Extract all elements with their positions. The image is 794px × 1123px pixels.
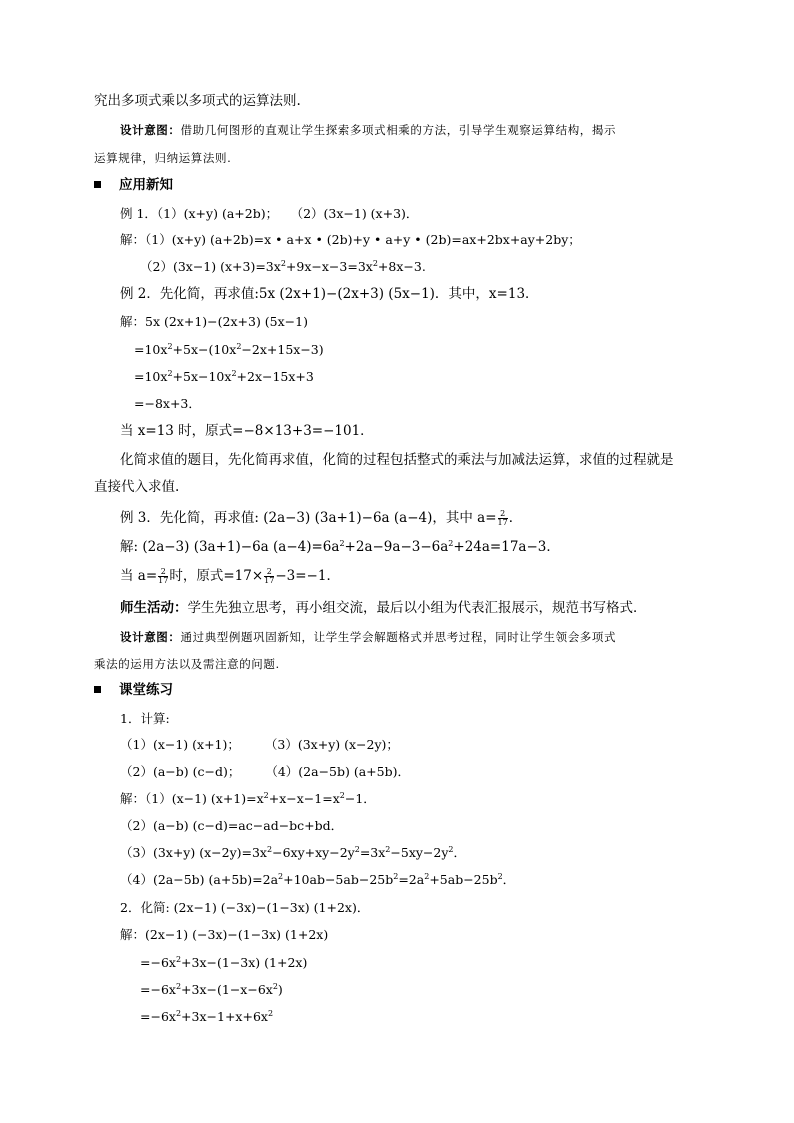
text-line: 化简求值的题目，先化简再求值，化简的过程包括整式的乘法与加减法运算，求值的过程就是 [120,452,674,468]
design-intent-line [120,122,616,138]
exercise-line: 1．计算: [120,711,170,726]
design-intent-line [120,629,616,645]
activity-line: 师生活动：学生先独立思考，再小组交流，最后以小组为代表汇报展示，规范书写格式． [120,600,647,616]
fraction: $\frac{2}{17}$ [158,567,169,585]
solution-line: （2）(a−b) (c−d)=ac−ad−bc+bd． [120,818,344,833]
solution-line: $=-6x^2+3x-(1-3x)$ (1+2x) [140,955,308,970]
square-bullet-icon [94,686,101,693]
text-line: 直接代入求值. [94,479,180,495]
solution-line: 当 x=13 时，原式=−8×13+3=−101． [120,423,374,439]
design-intent-line: 乘法的运用方法以及需注意的问题. [94,657,280,671]
example-1: 例 1．（1）(x+y) (a+2b)； （2）(3x−1) (x+3)． [120,206,419,221]
solution-line: $=-6x^2+3x-1+x+6x^2$ [140,1009,274,1024]
design-intent-line: 运算规律，归纳运算法则. [94,151,232,165]
solution-line: $=10x^2+5x-(10x^2-2x+15x-3)$ [134,342,324,357]
solution-line: 解：（1）(x−1) $(x+1)=x^2+x-x-1=x^2-1$． [120,791,376,806]
square-bullet-icon [94,181,101,188]
example-3: 例 3．先化简，再求值: (2a−3) (3a+1)−6a (a−4)，其中 a= $\frac{2}{17}$ ． [120,509,523,527]
solution-line: =−8x+3． [134,396,201,411]
solution-line: （4）(2a−5b) $(a+5b)=2a^2+10ab-5ab-25b^2=2a^2+5ab-25b^2$． [120,872,516,887]
text-line: 究出多项式乘以多项式的运算法则. [94,93,301,109]
solution-line: $=10x^2+5x-10x^2+2x-15x+3$ [134,369,314,384]
solution-line: 解：（1）(x+y) (a+2b)=x • a+x • (2b)+y • a+y • (2b)=ax+2bx+ay+2by； [120,232,581,247]
solution-line: （3）(3x+y) $(x-2y)=3x^2-6xy+xy-2y^2=3x^2-5xy-2y^2$． [120,845,467,860]
exercise-line: （2）(a−b) (c−d)； （4）(2a−5b) (a+5b)． [120,764,410,779]
solution-line: $=-6x^2+3x-(1-x-6x^2)$ [140,982,283,997]
design-intent-text: 借助几何图形的直观让学生探索多项式相乘的方法，引导学生观察运算结构，揭示 [180,123,617,137]
solution-line: 解：5x (2x+1)−(2x+3) (5x−1) [120,314,308,329]
section-heading: 课堂练习 [94,682,173,698]
solution-line: （2）(3x−1) $(x+3)=3x^2+9x-x-3=3x^2+8x-3$. [140,259,426,274]
fraction: $\frac{2}{17}$ [497,509,508,527]
solution-line: 解: (2a−3) (3a+1)−6a $(a-4)=6a^2+2a-9a-3-6a^2+24a=17a-3$． [120,539,560,555]
section-heading: 应用新知 [94,177,173,193]
solution-line: 当 a= $\frac{2}{17}$ 时，原式=17× $\frac{2}{17}$ −3=−1． [120,567,340,585]
fraction: $\frac{2}{17}$ [264,567,275,585]
design-intent-text: 通过典型例题巩固新知，让学生学会解题格式并思考过程，同时让学生领会多项式 [180,630,617,644]
exercise-line: 2．化简: (2x−1) (−3x)−(1−3x) (1+2x)． [120,900,370,915]
exercise-line: （1）(x−1) (x+1)； （3）(3x+y) (x−2y)； [120,737,399,752]
design-intent-label: 设计意图： [120,123,181,137]
design-intent-label: 设计意图： [120,630,181,644]
solution-line: 解：(2x−1) (−3x)−(1−3x) (1+2x) [120,927,329,942]
example-2: 例 2．先化简，再求值:5x (2x+1)−(2x+3) (5x−1)．其中，x=13． [120,286,539,302]
